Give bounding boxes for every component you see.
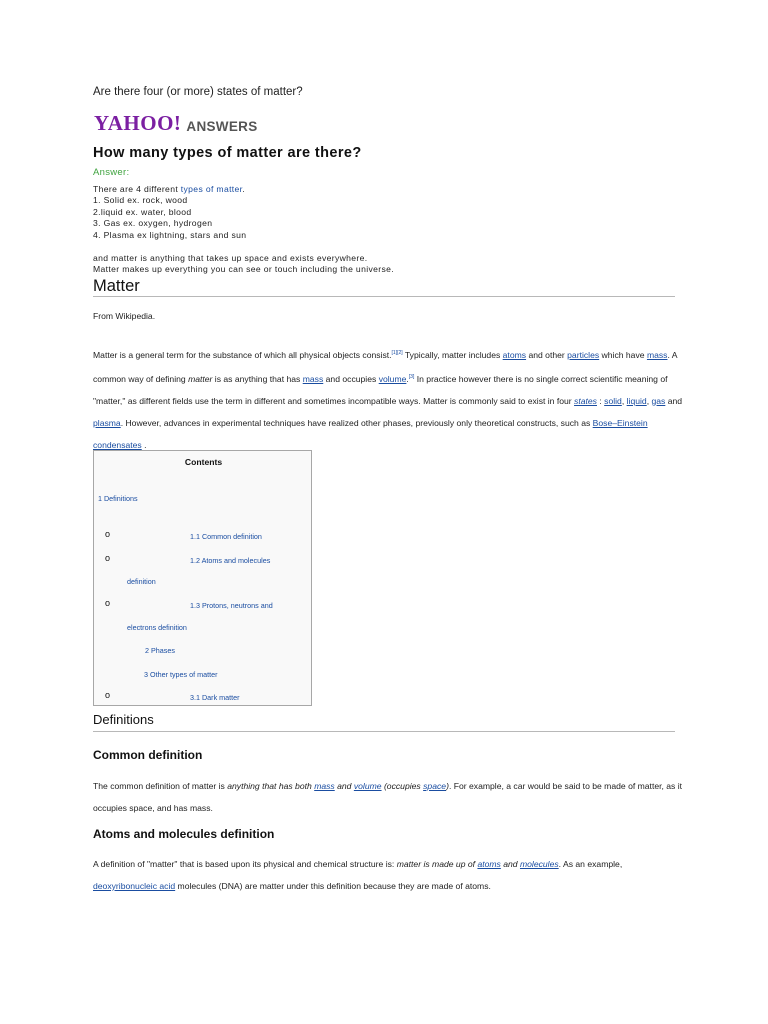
molecules-link[interactable]: molecules	[519, 859, 559, 869]
intro-text: Matter is a general term for the substance of which all physical objects consist.	[93, 349, 392, 360]
answer-item: 2.liquid ex. water, blood	[93, 206, 192, 217]
volume-link[interactable]: volume	[353, 781, 382, 791]
toc-item-protons-neutrons[interactable]: 1.3 Protons, neutrons and	[190, 601, 273, 610]
table-of-contents	[93, 450, 312, 706]
atoms-italic: matter is made up of	[396, 859, 478, 869]
intro-text: is as anything that has	[212, 373, 303, 384]
atoms-link[interactable]: atoms	[477, 859, 501, 869]
atoms-link[interactable]: atoms	[502, 349, 527, 360]
mass-link[interactable]: mass	[302, 373, 324, 384]
title-divider	[93, 296, 675, 297]
answer-intro-text: There are 4 different	[93, 184, 181, 194]
toc-item-common-definition[interactable]: 1.1 Common definition	[190, 532, 262, 541]
logo-product: ANSWERS	[186, 118, 258, 134]
intro-text: .	[406, 373, 409, 384]
toc-bullet: o	[105, 598, 111, 608]
plasma-link[interactable]: plasma	[93, 417, 121, 428]
bose-einstein-link[interactable]: Bose–Einstein condensates	[93, 417, 648, 450]
question-title: How many types of matter are there?	[93, 145, 362, 161]
mass-link[interactable]: mass	[646, 349, 668, 360]
intro-text: In practice however there is no single correct scientific meaning of "matter," as different fields use the term in different and sometimes incompatible ways. Matter is commonly said to exist in four	[93, 373, 668, 406]
intro-text: ,	[646, 395, 652, 406]
definitions-divider	[93, 731, 675, 732]
logo-brand: YAHOO!	[94, 111, 182, 135]
toc-item-other-types[interactable]: 3 Other types of matter	[144, 670, 218, 679]
intro-text: Typically, matter includes	[402, 349, 503, 360]
reference-link[interactable]: [3]	[408, 373, 415, 380]
space-link[interactable]: space	[423, 781, 447, 791]
toc-item-phases[interactable]: 2 Phases	[145, 646, 175, 655]
toc-item-protons-neutrons-cont[interactable]: electrons definition	[127, 623, 187, 632]
answer-closing-line: Matter makes up everything you can see or touch including the universe.	[93, 264, 394, 275]
atoms-molecules-paragraph	[93, 853, 683, 897]
common-definition-heading: Common definition	[93, 748, 203, 762]
answer-intro-end: .	[242, 184, 246, 194]
intro-italic: matter	[188, 373, 213, 384]
source-note: From Wikipedia.	[93, 311, 156, 321]
toc-item-atoms-molecules-cont[interactable]: definition	[127, 577, 156, 586]
answer-body	[93, 184, 246, 241]
intro-text: . A common way of defining	[93, 349, 678, 384]
common-italic: anything that has both	[227, 781, 315, 791]
intro-text: and other	[526, 349, 568, 360]
states-link[interactable]: states	[574, 395, 597, 406]
toc-bullet: o	[105, 690, 111, 700]
intro-paragraph	[93, 342, 683, 456]
atoms-text: . As an example,	[558, 859, 623, 869]
answer-intro	[93, 184, 246, 195]
intro-text: ,	[621, 395, 627, 406]
article-title: Matter	[93, 277, 140, 295]
toc-bullet: o	[105, 553, 111, 563]
yahoo-answers-logo[interactable]	[94, 112, 258, 134]
answer-item: 3. Gas ex. oxygen, hydrogen	[93, 218, 213, 229]
answer-item: 4. Plasma ex lightning, stars and sun	[93, 229, 247, 240]
common-text: The common definition of matter is	[93, 781, 228, 791]
gas-link[interactable]: gas	[651, 395, 666, 406]
intro-text: .	[141, 439, 147, 450]
common-italic: and	[334, 781, 354, 791]
intro-text: :	[596, 395, 605, 406]
intro-text: . However, advances in experimental techniques have realized other phases, previously only theoretical constructs, such as	[120, 417, 593, 428]
toc-heading: Contents	[184, 457, 223, 467]
common-italic: (occupies	[381, 781, 424, 791]
toc-item-definitions[interactable]: 1 Definitions	[98, 494, 138, 503]
question-line: Are there four (or more) states of matter?	[93, 86, 303, 98]
liquid-link[interactable]: liquid	[626, 395, 647, 406]
answer-closing	[93, 253, 394, 276]
particles-link[interactable]: particles	[567, 349, 600, 360]
atoms-molecules-heading: Atoms and molecules definition	[93, 827, 275, 841]
dna-link[interactable]: deoxyribonucleic acid	[93, 881, 176, 891]
definitions-heading: Definitions	[93, 712, 154, 727]
solid-link[interactable]: solid	[604, 395, 622, 406]
atoms-text: molecules (DNA) are matter under this definition because they are made of atoms.	[175, 881, 491, 891]
reference-link[interactable]: [1][2]	[391, 350, 403, 356]
toc-item-dark-matter[interactable]: 3.1 Dark matter	[190, 693, 240, 702]
mass-link[interactable]: mass	[314, 781, 335, 791]
common-italic: )	[446, 781, 449, 791]
atoms-italic: and	[500, 859, 520, 869]
volume-link[interactable]: volume	[378, 373, 407, 384]
intro-text: and	[665, 395, 683, 406]
toc-item-atoms-molecules[interactable]: 1.2 Atoms and molecules	[190, 556, 271, 565]
common-definition-paragraph	[93, 775, 683, 819]
common-text: . For example, a car would be said to be made of matter, as it occupies space, and has mass.	[93, 781, 683, 813]
types-of-matter-link[interactable]: types of matter	[180, 184, 243, 194]
atoms-text: A definition of "matter" that is based upon its physical and chemical structure is:	[93, 859, 397, 869]
toc-bullet: o	[105, 529, 111, 539]
answer-closing-line: and matter is anything that takes up space and exists everywhere.	[93, 253, 368, 263]
answer-item: 1. Solid ex. rock, wood	[93, 195, 188, 206]
intro-text: and occupies	[323, 373, 379, 384]
answer-label: Answer:	[93, 167, 130, 178]
intro-text: which have	[599, 349, 647, 360]
